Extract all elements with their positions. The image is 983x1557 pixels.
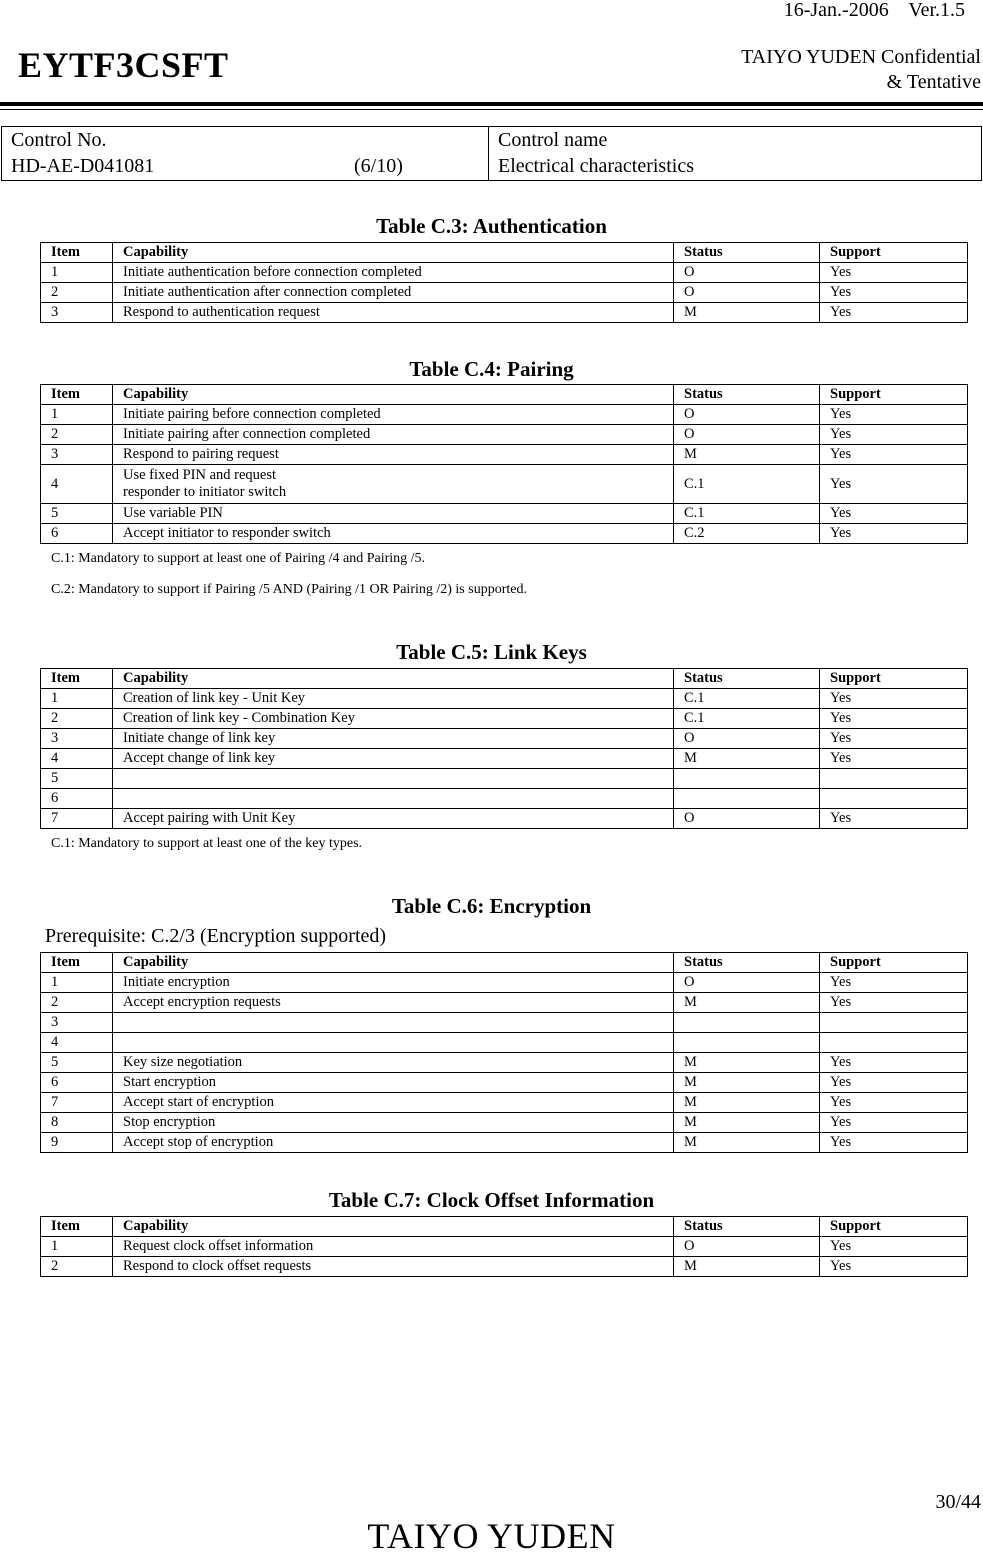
cell-status: O — [674, 809, 820, 829]
cell-capability: Initiate pairing before connection completed — [113, 405, 674, 425]
cell-support — [820, 1013, 968, 1033]
cell-item: 2 — [41, 993, 113, 1013]
cell-status: M — [674, 749, 820, 769]
capability-line-1: Use fixed PIN and request — [123, 467, 277, 483]
cell-support: Yes — [820, 425, 968, 445]
cell-status: C.1 — [674, 689, 820, 709]
cell-capability: Creation of link key - Unit Key — [113, 689, 674, 709]
footer-company: TAIYO YUDEN — [367, 1516, 616, 1556]
document-code: EYTF3CSFT — [18, 45, 229, 85]
table-row — [41, 1013, 968, 1033]
cell-support: Yes — [820, 973, 968, 993]
cell-capability: Stop encryption — [113, 1113, 674, 1133]
table-row — [41, 425, 968, 445]
cell-item: 7 — [41, 1093, 113, 1113]
cell-item: 5 — [41, 769, 113, 789]
cell-support: Yes — [820, 689, 968, 709]
header-item: Item — [41, 1217, 113, 1237]
header-status: Status — [674, 243, 820, 263]
capability-line-2: responder to initiator switch — [123, 484, 287, 500]
cell-capability: Accept change of link key — [113, 749, 674, 769]
cell-status: O — [674, 729, 820, 749]
cell-item: 2 — [41, 1257, 113, 1277]
cell-support: Yes — [820, 1073, 968, 1093]
cell-item: 2 — [41, 425, 113, 445]
cell-item: 3 — [41, 445, 113, 465]
table-row — [41, 1093, 968, 1113]
cell-item: 6 — [41, 524, 113, 544]
cell-support: Yes — [820, 303, 968, 323]
table-row — [41, 729, 968, 749]
cell-item: 4 — [41, 1033, 113, 1053]
cell-status: O — [674, 405, 820, 425]
cell-item: 5 — [41, 1053, 113, 1073]
cell-capability: Start encryption — [113, 1073, 674, 1093]
header-support: Support — [820, 669, 968, 689]
cell-status: C.1 — [674, 504, 820, 524]
table-title-clock-offset: Table C.7: Clock Offset Information — [328, 1188, 655, 1212]
header-item: Item — [41, 243, 113, 263]
cell-item: 1 — [41, 973, 113, 993]
cell-item: 4 — [41, 749, 113, 769]
header-item: Item — [41, 385, 113, 405]
cell-status: O — [674, 973, 820, 993]
table-row — [41, 689, 968, 709]
table-header-row — [41, 385, 968, 405]
confidential-line-2: & Tentative — [886, 71, 981, 93]
cell-capability: Accept pairing with Unit Key — [113, 809, 674, 829]
cell-item: 2 — [41, 709, 113, 729]
cell-status — [674, 769, 820, 789]
cell-capability: Respond to authentication request — [113, 303, 674, 323]
cell-support: Yes — [820, 465, 968, 504]
header-rule-thin — [0, 109, 983, 110]
date-version: 16-Jan.-2006 Ver.1.5 — [783, 0, 965, 21]
confidential-line-1: TAIYO YUDEN Confidential — [741, 46, 981, 68]
pairing-note-c1: C.1: Mandatory to support at least one of Pairing /4 and Pairing /5. — [51, 551, 426, 566]
cell-status: O — [674, 1237, 820, 1257]
header-status: Status — [674, 953, 820, 973]
cell-support: Yes — [820, 729, 968, 749]
cell-status — [674, 1013, 820, 1033]
cell-support: Yes — [820, 445, 968, 465]
header-capability: Capability — [113, 243, 674, 263]
table-row — [41, 465, 968, 504]
cell-support: Yes — [820, 504, 968, 524]
table-row — [41, 769, 968, 789]
cell-status: M — [674, 1053, 820, 1073]
table-link-keys — [40, 668, 968, 829]
cell-item: 6 — [41, 1073, 113, 1093]
cell-support: Yes — [820, 749, 968, 769]
page-number: 30/44 — [935, 1491, 981, 1513]
cell-support: Yes — [820, 1113, 968, 1133]
encryption-prerequisite: Prerequisite: C.2/3 (Encryption supported) — [45, 925, 387, 947]
cell-capability: Respond to pairing request — [113, 445, 674, 465]
cell-item: 1 — [41, 689, 113, 709]
table-title-encryption: Table C.6: Encryption — [391, 894, 592, 918]
table-title-link-keys: Table C.5: Link Keys — [396, 640, 587, 664]
header-capability: Capability — [113, 953, 674, 973]
control-page-part: (6/10) — [354, 155, 403, 177]
table-title-pairing: Table C.4: Pairing — [409, 357, 574, 381]
cell-support: Yes — [820, 263, 968, 283]
cell-capability: Creation of link key - Combination Key — [113, 709, 674, 729]
control-no-value: HD-AE-D041081 — [11, 155, 155, 177]
cell-status: M — [674, 445, 820, 465]
header-item: Item — [41, 669, 113, 689]
cell-capability: Accept encryption requests — [113, 993, 674, 1013]
cell-item: 2 — [41, 283, 113, 303]
cell-status: M — [674, 1073, 820, 1093]
cell-capability: Initiate encryption — [113, 973, 674, 993]
cell-status: C.2 — [674, 524, 820, 544]
cell-item: 5 — [41, 504, 113, 524]
table-row — [41, 993, 968, 1013]
header-support: Support — [820, 243, 968, 263]
cell-support — [820, 1033, 968, 1053]
cell-capability: Use variable PIN — [113, 504, 674, 524]
table-row — [41, 1113, 968, 1133]
header-status: Status — [674, 1217, 820, 1237]
cell-item: 3 — [41, 1013, 113, 1033]
cell-item: 9 — [41, 1133, 113, 1153]
cell-capability: Request clock offset information — [113, 1237, 674, 1257]
table-row — [41, 283, 968, 303]
cell-status: M — [674, 303, 820, 323]
cell-support: Yes — [820, 1237, 968, 1257]
cell-item: 6 — [41, 789, 113, 809]
table-row — [41, 263, 968, 283]
cell-capability: Accept stop of encryption — [113, 1133, 674, 1153]
table-row — [41, 749, 968, 769]
cell-support: Yes — [820, 405, 968, 425]
cell-item: 1 — [41, 263, 113, 283]
cell-capability — [113, 1033, 674, 1053]
cell-support: Yes — [820, 809, 968, 829]
table-row — [41, 709, 968, 729]
table-authentication — [40, 242, 968, 323]
cell-support: Yes — [820, 709, 968, 729]
cell-support: Yes — [820, 993, 968, 1013]
cell-item: 3 — [41, 303, 113, 323]
cell-status: O — [674, 283, 820, 303]
cell-status: M — [674, 1133, 820, 1153]
cell-status: O — [674, 263, 820, 283]
control-name-cell — [489, 127, 703, 180]
cell-status — [674, 1033, 820, 1053]
cell-item: 3 — [41, 729, 113, 749]
table-row — [41, 1053, 968, 1073]
header-rule-thick — [0, 102, 983, 106]
table-row — [41, 303, 968, 323]
table-row — [41, 445, 968, 465]
table-pairing — [40, 384, 968, 544]
cell-item: 1 — [41, 405, 113, 425]
table-encryption — [40, 952, 968, 1153]
table-row — [41, 1257, 968, 1277]
table-row — [41, 1073, 968, 1093]
table-row — [41, 809, 968, 829]
header-support: Support — [820, 385, 968, 405]
cell-item: 8 — [41, 1113, 113, 1133]
control-box — [1, 126, 982, 181]
confidential-notice — [741, 45, 981, 95]
header-capability: Capability — [113, 669, 674, 689]
cell-capability — [113, 1013, 674, 1033]
cell-status: M — [674, 1257, 820, 1277]
table-row — [41, 504, 968, 524]
cell-support: Yes — [820, 283, 968, 303]
table-row — [41, 1237, 968, 1257]
cell-capability: Key size negotiation — [113, 1053, 674, 1073]
cell-support — [820, 769, 968, 789]
header-item: Item — [41, 953, 113, 973]
table-row — [41, 973, 968, 993]
cell-capability: Respond to clock offset requests — [113, 1257, 674, 1277]
header-support: Support — [820, 1217, 968, 1237]
cell-capability — [113, 789, 674, 809]
cell-capability: Initiate authentication after connection completed — [113, 283, 674, 303]
pairing-note-c2: C.2: Mandatory to support if Pairing /5 AND (Pairing /1 OR Pairing /2) is supported. — [51, 582, 527, 597]
table-row — [41, 1033, 968, 1053]
table-row — [41, 524, 968, 544]
cell-support: Yes — [820, 1133, 968, 1153]
header-status: Status — [674, 669, 820, 689]
header-status: Status — [674, 385, 820, 405]
cell-status: M — [674, 993, 820, 1013]
header-capability: Capability — [113, 385, 674, 405]
header-support: Support — [820, 953, 968, 973]
control-name-value: Electrical characteristics — [498, 155, 694, 177]
cell-support: Yes — [820, 1053, 968, 1073]
cell-item: 1 — [41, 1237, 113, 1257]
table-header-row — [41, 1217, 968, 1237]
header-capability: Capability — [113, 1217, 674, 1237]
cell-capability: Initiate pairing after connection completed — [113, 425, 674, 445]
cell-support — [820, 789, 968, 809]
cell-capability: Accept initiator to responder switch — [113, 524, 674, 544]
cell-capability — [113, 769, 674, 789]
table-row — [41, 405, 968, 425]
cell-support: Yes — [820, 524, 968, 544]
cell-status: C.1 — [674, 709, 820, 729]
cell-capability: Initiate authentication before connection completed — [113, 263, 674, 283]
cell-status: M — [674, 1093, 820, 1113]
table-row — [41, 1133, 968, 1153]
table-header-row — [41, 669, 968, 689]
cell-capability: Accept start of encryption — [113, 1093, 674, 1113]
table-header-row — [41, 243, 968, 263]
cell-support: Yes — [820, 1257, 968, 1277]
cell-status: M — [674, 1113, 820, 1133]
table-header-row — [41, 953, 968, 973]
control-number-cell — [2, 127, 489, 180]
control-name-label: Control name — [498, 129, 608, 151]
table-clock-offset — [40, 1216, 968, 1277]
cell-status: C.1 — [674, 465, 820, 504]
control-no-label: Control No. — [11, 129, 107, 151]
cell-support: Yes — [820, 1093, 968, 1113]
cell-capability — [113, 465, 674, 504]
link-keys-note-c1: C.1: Mandatory to support at least one of the key types. — [51, 836, 363, 851]
cell-status: O — [674, 425, 820, 445]
cell-item: 4 — [41, 465, 113, 504]
table-title-authentication: Table C.3: Authentication — [376, 214, 607, 238]
cell-status — [674, 789, 820, 809]
cell-capability: Initiate change of link key — [113, 729, 674, 749]
cell-item: 7 — [41, 809, 113, 829]
table-row — [41, 789, 968, 809]
